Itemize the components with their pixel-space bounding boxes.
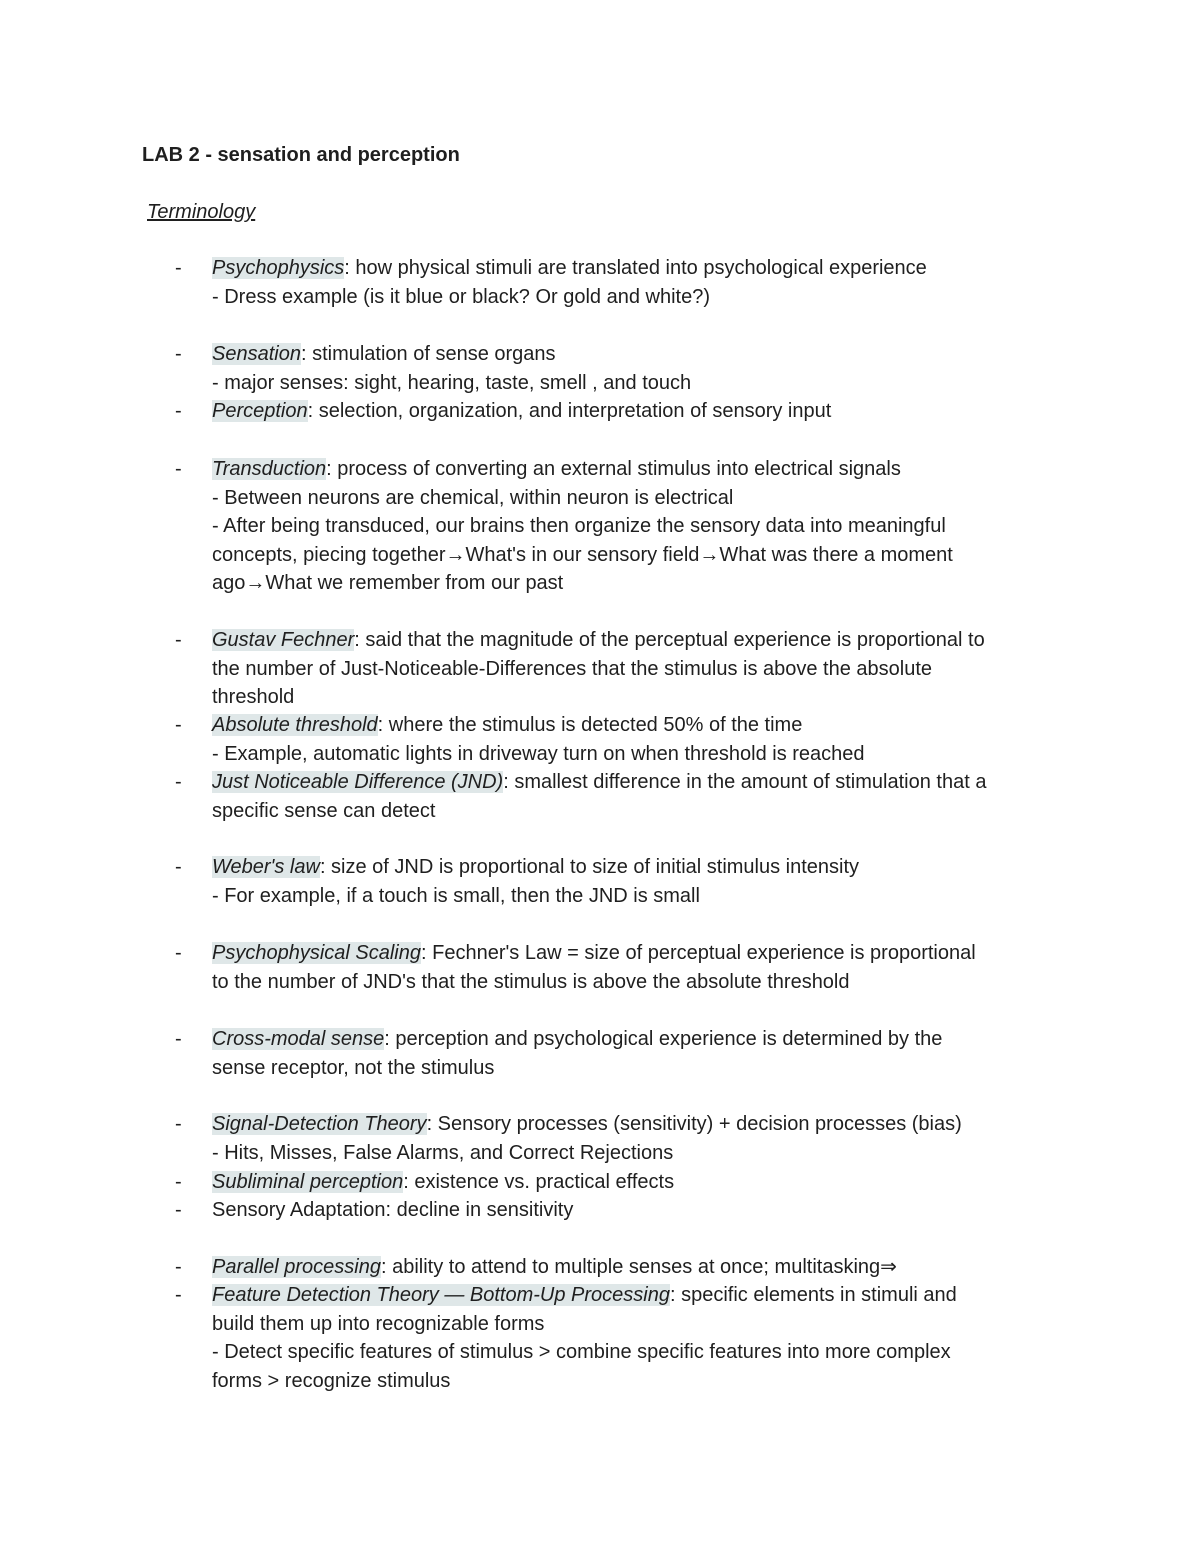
list-item-line: - Example, automatic lights in driveway turn on when threshold is reached — [212, 742, 865, 765]
list-item-line — [212, 1168, 1062, 1197]
list-bullet-dash: - — [175, 1171, 182, 1193]
list-item-line — [212, 939, 1062, 968]
list-item-body — [212, 1281, 1062, 1395]
list-bullet-dash: - — [175, 1028, 182, 1050]
term-label — [212, 1284, 470, 1306]
definition-text: : existence vs. practical effects — [403, 1171, 675, 1193]
list-item-body — [212, 1253, 1062, 1282]
term-label: Weber's law — [212, 856, 320, 878]
list-item-line — [212, 711, 1062, 740]
list-item-body — [212, 711, 1062, 768]
list-item-line — [212, 626, 1062, 655]
list-bullet-dash: - — [175, 400, 182, 422]
term-label-secondary: Bottom-Up Processing — [469, 1284, 670, 1306]
list-item-line — [212, 1281, 1062, 1310]
term-label: Sensation — [212, 343, 301, 365]
term-label: Just Noticeable Difference (JND) — [212, 771, 504, 793]
list-item-body — [212, 853, 1062, 910]
definition-text: : Fechner's Law = size of perceptual experience is proportional — [421, 942, 976, 964]
list-item-line: - Detect specific features of stimulus > combine specific features into more complex — [212, 1341, 951, 1364]
list-item-line — [212, 853, 1062, 882]
list-item-line: build them up into recognizable forms — [212, 1312, 545, 1335]
list-bullet-dash: - — [175, 1113, 182, 1135]
list-bullet-dash: - — [175, 1199, 182, 1221]
list-bullet-dash: - — [175, 458, 182, 480]
list-item-line — [212, 1110, 1062, 1139]
list-item-line: - Dress example (is it blue or black? Or gold and white?) — [212, 285, 710, 308]
list-bullet-dash: - — [175, 942, 182, 964]
definition-text: : specific elements in stimuli and — [669, 1284, 957, 1306]
term-label: Psychophysical Scaling — [212, 942, 421, 964]
term-label: Perception — [212, 400, 308, 422]
definition-text: : how physical stimuli are translated into psychological experience — [344, 257, 927, 279]
list-bullet-dash: - — [175, 257, 182, 279]
list-bullet-dash: - — [175, 1284, 182, 1306]
list-item-body — [212, 340, 1062, 397]
definition-text: : ability to attend to multiple senses at once; multitasking⇒ — [380, 1256, 897, 1278]
term-label: Transduction — [212, 458, 327, 480]
definition-text: : size of JND is proportional to size of initial stimulus intensity — [319, 856, 860, 878]
list-item-line: - Between neurons are chemical, within neuron is electrical — [212, 486, 734, 509]
term-label: Parallel processing — [212, 1256, 381, 1278]
list-item-line: - For example, if a touch is small, then the JND is small — [212, 884, 700, 907]
document-title: LAB 2 - sensation and perception — [142, 144, 460, 166]
list-bullet-dash: - — [175, 629, 182, 651]
term-label: Absolute threshold — [212, 714, 378, 736]
definition-text: : selection, organization, and interpretation of sensory input — [307, 400, 832, 422]
term-label-primary: Feature Detection Theory — [212, 1284, 439, 1306]
list-item-line — [212, 455, 1062, 484]
list-item-body — [212, 455, 1062, 598]
list-bullet-dash: - — [175, 771, 182, 793]
list-item-body — [212, 1196, 1062, 1225]
list-item-line — [212, 1253, 1062, 1282]
list-item-body — [212, 1168, 1062, 1197]
term-label: Cross-modal sense — [212, 1028, 385, 1050]
list-item-line: specific sense can detect — [212, 799, 436, 822]
list-item-body — [212, 1025, 1062, 1082]
definition-text: : smallest difference in the amount of stimulation that a — [503, 771, 987, 793]
list-item-line: Sensory Adaptation: decline in sensitivity — [212, 1199, 574, 1221]
definition-text: : perception and psychological experience is determined by the — [384, 1028, 943, 1050]
list-item-line — [212, 397, 1062, 426]
list-bullet-dash: - — [175, 1256, 182, 1278]
list-item-line: the number of Just-Noticeable-Differences that the stimulus is above the absolute — [212, 657, 933, 680]
section-heading-terminology: Terminology — [147, 201, 256, 223]
list-item-line: - After being transduced, our brains then organize the sensory data into meaningful — [212, 515, 946, 538]
list-item-line: threshold — [212, 686, 295, 709]
definition-text: : where the stimulus is detected 50% of the time — [377, 714, 803, 736]
definition-text: : process of converting an external stimulus into electrical signals — [326, 458, 901, 480]
list-bullet-dash: - — [175, 856, 182, 878]
list-item-body — [212, 939, 1062, 996]
list-item-body — [212, 768, 1062, 825]
list-item-line — [212, 340, 1062, 369]
list-item-line: - Hits, Misses, False Alarms, and Correct Rejections — [212, 1141, 674, 1164]
term-label: Subliminal perception — [212, 1171, 404, 1193]
term-label: Gustav Fechner — [212, 629, 355, 651]
list-item-line — [212, 1025, 1062, 1054]
list-item-line: forms > recognize stimulus — [212, 1369, 451, 1392]
definition-text: : said that the magnitude of the perceptual experience is proportional to — [354, 629, 985, 651]
list-item-line: concepts, piecing together→What's in our sensory field→What was there a moment — [212, 543, 953, 566]
list-item-line: sense receptor, not the stimulus — [212, 1056, 495, 1079]
definition-text: : Sensory processes (sensitivity) + decision processes (bias) — [426, 1113, 962, 1135]
list-bullet-dash: - — [175, 343, 182, 365]
list-item-line: ago→What we remember from our past — [212, 572, 564, 595]
list-item-line — [212, 254, 1062, 283]
list-item-body — [212, 1110, 1062, 1167]
list-item-line: - major senses: sight, hearing, taste, smell , and touch — [212, 371, 692, 394]
definition-text: : stimulation of sense organs — [300, 343, 556, 365]
list-item-body — [212, 626, 1062, 712]
term-label: Psychophysics — [212, 257, 345, 279]
list-item-body — [212, 397, 1062, 426]
term-connector: — — [438, 1284, 470, 1306]
list-item-line: to the number of JND's that the stimulus is above the absolute threshold — [212, 970, 850, 993]
list-item-body — [212, 254, 1062, 311]
list-bullet-dash: - — [175, 714, 182, 736]
term-label: Signal-Detection Theory — [212, 1113, 427, 1135]
list-item-line — [212, 768, 1062, 797]
